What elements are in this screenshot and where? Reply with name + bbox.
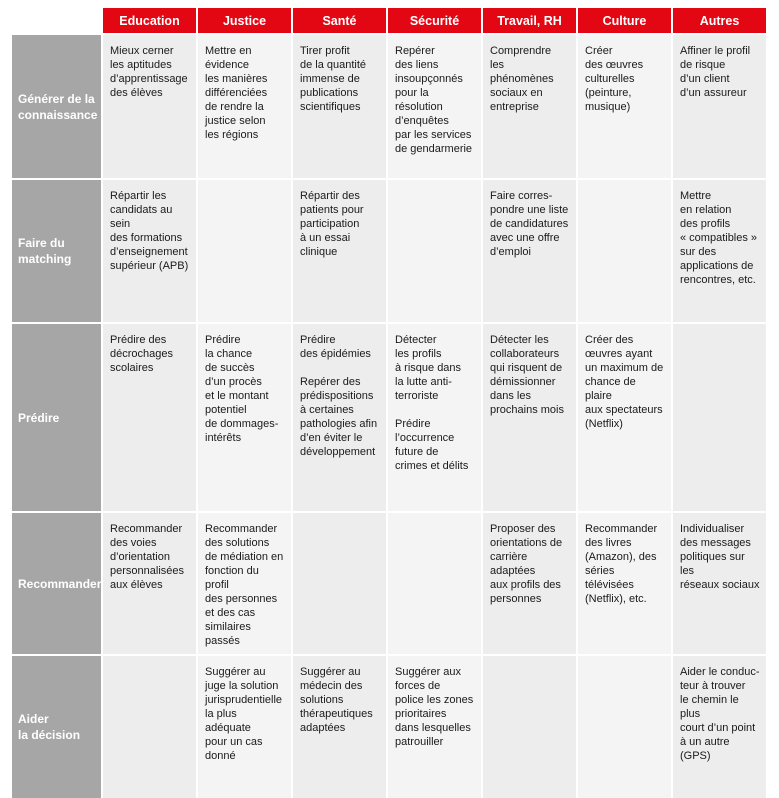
table-cell: Prédire des décrochages scolaires (103, 324, 196, 511)
row-header-generer-connaissance: Générer de la connaissance (12, 35, 101, 178)
column-header-justice: Justice (198, 8, 291, 33)
table-cell: Suggérer au médecin des solutions thérapeutiques adaptées (293, 656, 386, 798)
table-cell (388, 513, 481, 654)
table-cell: Créer des œuvres ayant un maximum de chance de plaire aux spectateurs (Netflix) (578, 324, 671, 511)
table-cell (388, 180, 481, 322)
table-cell (293, 513, 386, 654)
row-header-predire: Prédire (12, 324, 101, 511)
table-cell: Prédire des épidémies Repérer des prédispositions à certaines pathologies afin d’en éviter le développement (293, 324, 386, 511)
table-cell (103, 656, 196, 798)
table-cell: Mettre en relation des profils « compatibles » sur des applications de rencontres, etc. (673, 180, 766, 322)
table-corner (12, 8, 101, 33)
table-cell (483, 656, 576, 798)
table-cell (673, 324, 766, 511)
table-cell: Individualiser des messages politiques sur les réseaux sociaux (673, 513, 766, 654)
table-cell: Répartir des patients pour participation à un essai clinique (293, 180, 386, 322)
table-cell: Suggérer au juge la solution jurisprudentielle la plus adéquate pour un cas donné (198, 656, 291, 798)
table-cell: Proposer des orientations de carrière adaptées aux profils des personnes (483, 513, 576, 654)
table-cell: Repérer des liens insoupçonnés pour la résolution d’enquêtes par les services de gendarmerie (388, 35, 481, 178)
table-cell: Comprendre les phénomènes sociaux en entreprise (483, 35, 576, 178)
table-cell: Détecter les profils à risque dans la lutte anti- terroriste Prédire l’occurrence future de crimes et délits (388, 324, 481, 511)
ai-uses-table (12, 8, 766, 798)
table-cell (578, 656, 671, 798)
column-header-autres: Autres (673, 8, 766, 33)
table-cell: Prédire la chance de succès d’un procès et le montant potentiel de dommages- intérêts (198, 324, 291, 511)
row-header-aider-decision: Aider la décision (12, 656, 101, 798)
table-cell: Affiner le profil de risque d’un client d’un assureur (673, 35, 766, 178)
table-cell: Faire corres- pondre une liste de candidatures avec une offre d’emploi (483, 180, 576, 322)
table-cell: Créer des œuvres culturelles (peinture, musique) (578, 35, 671, 178)
table-cell (578, 180, 671, 322)
table-cell: Recommander des livres (Amazon), des séries télévisées (Netflix), etc. (578, 513, 671, 654)
table-cell: Suggérer aux forces de police les zones prioritaires dans lesquelles patrouiller (388, 656, 481, 798)
column-header-education: Education (103, 8, 196, 33)
row-header-recommander: Recommander (12, 513, 101, 654)
table-cell: Recommander des voies d’orientation personnalisées aux élèves (103, 513, 196, 654)
column-header-securite: Sécurité (388, 8, 481, 33)
table-cell: Détecter les collaborateurs qui risquent de démissionner dans les prochains mois (483, 324, 576, 511)
column-header-culture: Culture (578, 8, 671, 33)
table-cell: Tirer profit de la quantité immense de publications scientifiques (293, 35, 386, 178)
table-cell: Recommander des solutions de médiation en fonction du profil des personnes et des cas similaires passés (198, 513, 291, 654)
column-header-travail-rh: Travail, RH (483, 8, 576, 33)
table-cell: Aider le conduc- teur à trouver le chemin le plus court d’un point à un autre (GPS) (673, 656, 766, 798)
table-cell: Mieux cerner les aptitudes d’apprentissage des élèves (103, 35, 196, 178)
column-header-sante: Santé (293, 8, 386, 33)
row-header-faire-matching: Faire du matching (12, 180, 101, 322)
table-cell: Mettre en évidence les manières différenciées de rendre la justice selon les régions (198, 35, 291, 178)
table-cell: Répartir les candidats au sein des formations d’enseignement supérieur (APB) (103, 180, 196, 322)
table-cell (198, 180, 291, 322)
